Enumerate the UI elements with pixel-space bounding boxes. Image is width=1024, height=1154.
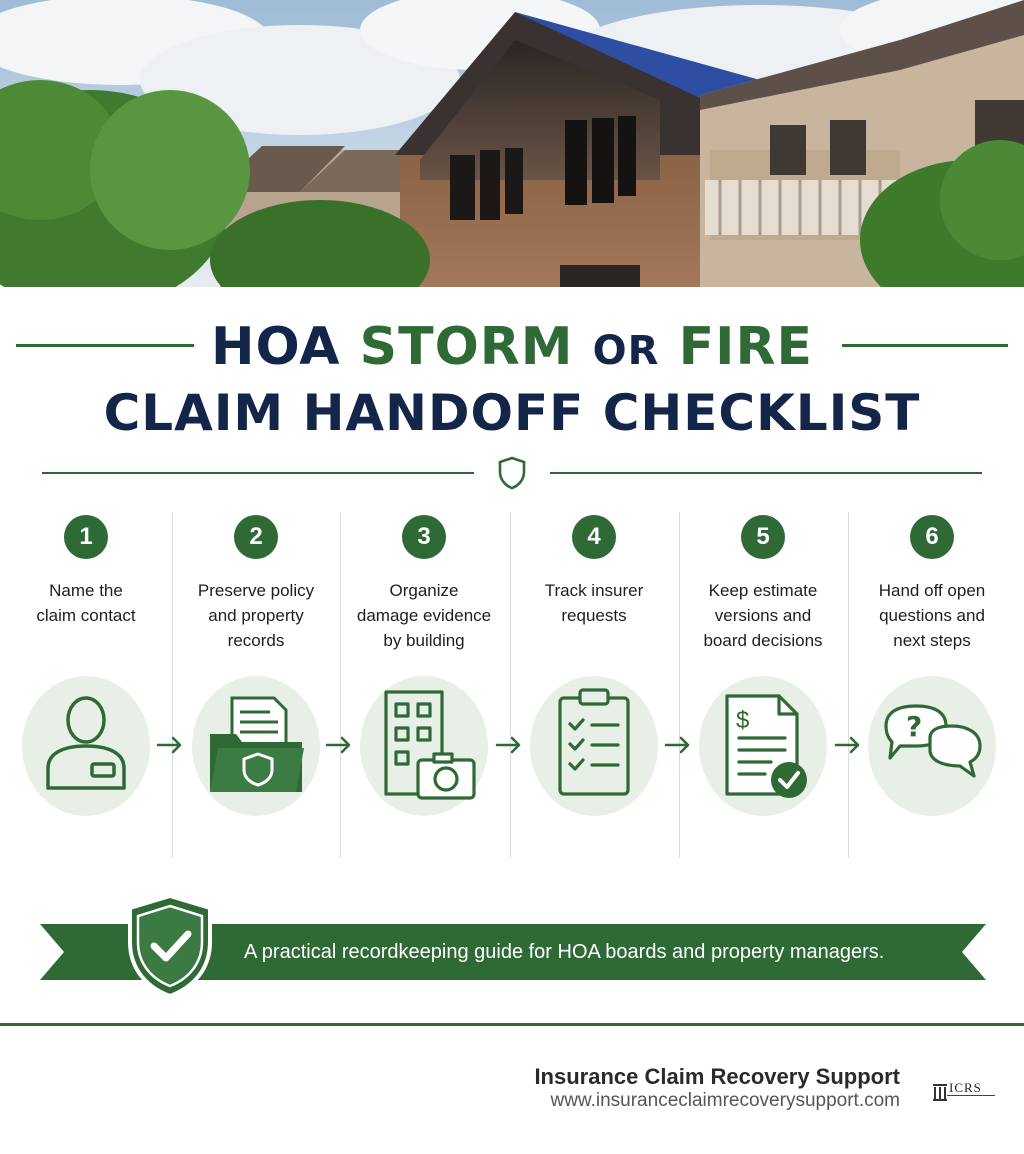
columns-icon <box>933 1082 947 1102</box>
page-title-line2 <box>0 382 1024 444</box>
page-title-subtitle: CLAIM HANDOFF CHECKLIST <box>103 384 921 442</box>
arrow-right-icon <box>156 735 184 755</box>
step-icon-bg <box>22 676 150 816</box>
hero-photo <box>0 0 1024 287</box>
step-number: 1 <box>64 515 108 559</box>
step-icon-bg <box>192 676 320 816</box>
title-word-hoa: HOA <box>210 317 341 377</box>
svg-text:$: $ <box>736 707 750 734</box>
step-number: 5 <box>741 515 785 559</box>
footer-divider <box>0 1023 1024 1026</box>
step-label: Hand off open questions and next steps <box>878 581 986 650</box>
step-2 <box>172 512 340 858</box>
step-4 <box>510 512 678 858</box>
divider-right <box>550 472 982 474</box>
damaged-building-image <box>0 0 1024 287</box>
arrow-right-icon <box>664 735 692 755</box>
step-icon-bg <box>699 676 827 816</box>
step-label: Organize damage evidence by building <box>356 581 492 650</box>
arrow-right-icon <box>834 735 862 755</box>
title-word-fire: FIRE <box>678 317 814 377</box>
invoice-check-icon <box>699 676 827 816</box>
logo-underline <box>947 1095 995 1096</box>
banner-text: A practical recordkeeping guide for HOA boards and property managers. <box>244 941 885 963</box>
step-number: 6 <box>910 515 954 559</box>
step-3 <box>340 512 508 858</box>
divider-left <box>42 472 474 474</box>
step-6 <box>848 512 1016 858</box>
step-number: 4 <box>572 515 616 559</box>
step-label: Name the claim contact <box>36 581 136 625</box>
page-title-line1 <box>0 312 1024 382</box>
company-name: Insurance Claim Recovery Support <box>534 1064 900 1089</box>
step-label: Keep estimate versions and board decisions <box>703 581 823 650</box>
step-icon-bg <box>360 676 488 816</box>
title-word-storm: STORM <box>359 317 574 377</box>
step-label: Preserve policy and property records <box>197 581 315 650</box>
arrow-right-icon <box>325 735 353 755</box>
title-word-or: OR <box>592 328 660 374</box>
arrow-right-icon <box>495 735 523 755</box>
folder-shield-icon <box>192 676 320 816</box>
step-1 <box>2 512 170 858</box>
step-number: 2 <box>234 515 278 559</box>
step-5 <box>679 512 847 858</box>
shield-icon <box>497 456 527 490</box>
step-icon-bg <box>868 676 996 816</box>
chat-question-icon <box>868 676 996 816</box>
step-number: 3 <box>402 515 446 559</box>
svg-text:?: ? <box>906 710 923 743</box>
company-url[interactable]: www.insuranceclaimrecoverysupport.com <box>550 1090 900 1111</box>
logo-text: ICRS <box>949 1080 982 1095</box>
company-logo <box>933 1078 997 1104</box>
clipboard-checklist-icon <box>530 676 658 816</box>
person-badge-icon <box>22 676 150 816</box>
building-camera-icon <box>360 676 488 816</box>
step-label: Track insurer requests <box>544 581 644 625</box>
shield-check-icon <box>124 892 216 1000</box>
step-icon-bg <box>530 676 658 816</box>
